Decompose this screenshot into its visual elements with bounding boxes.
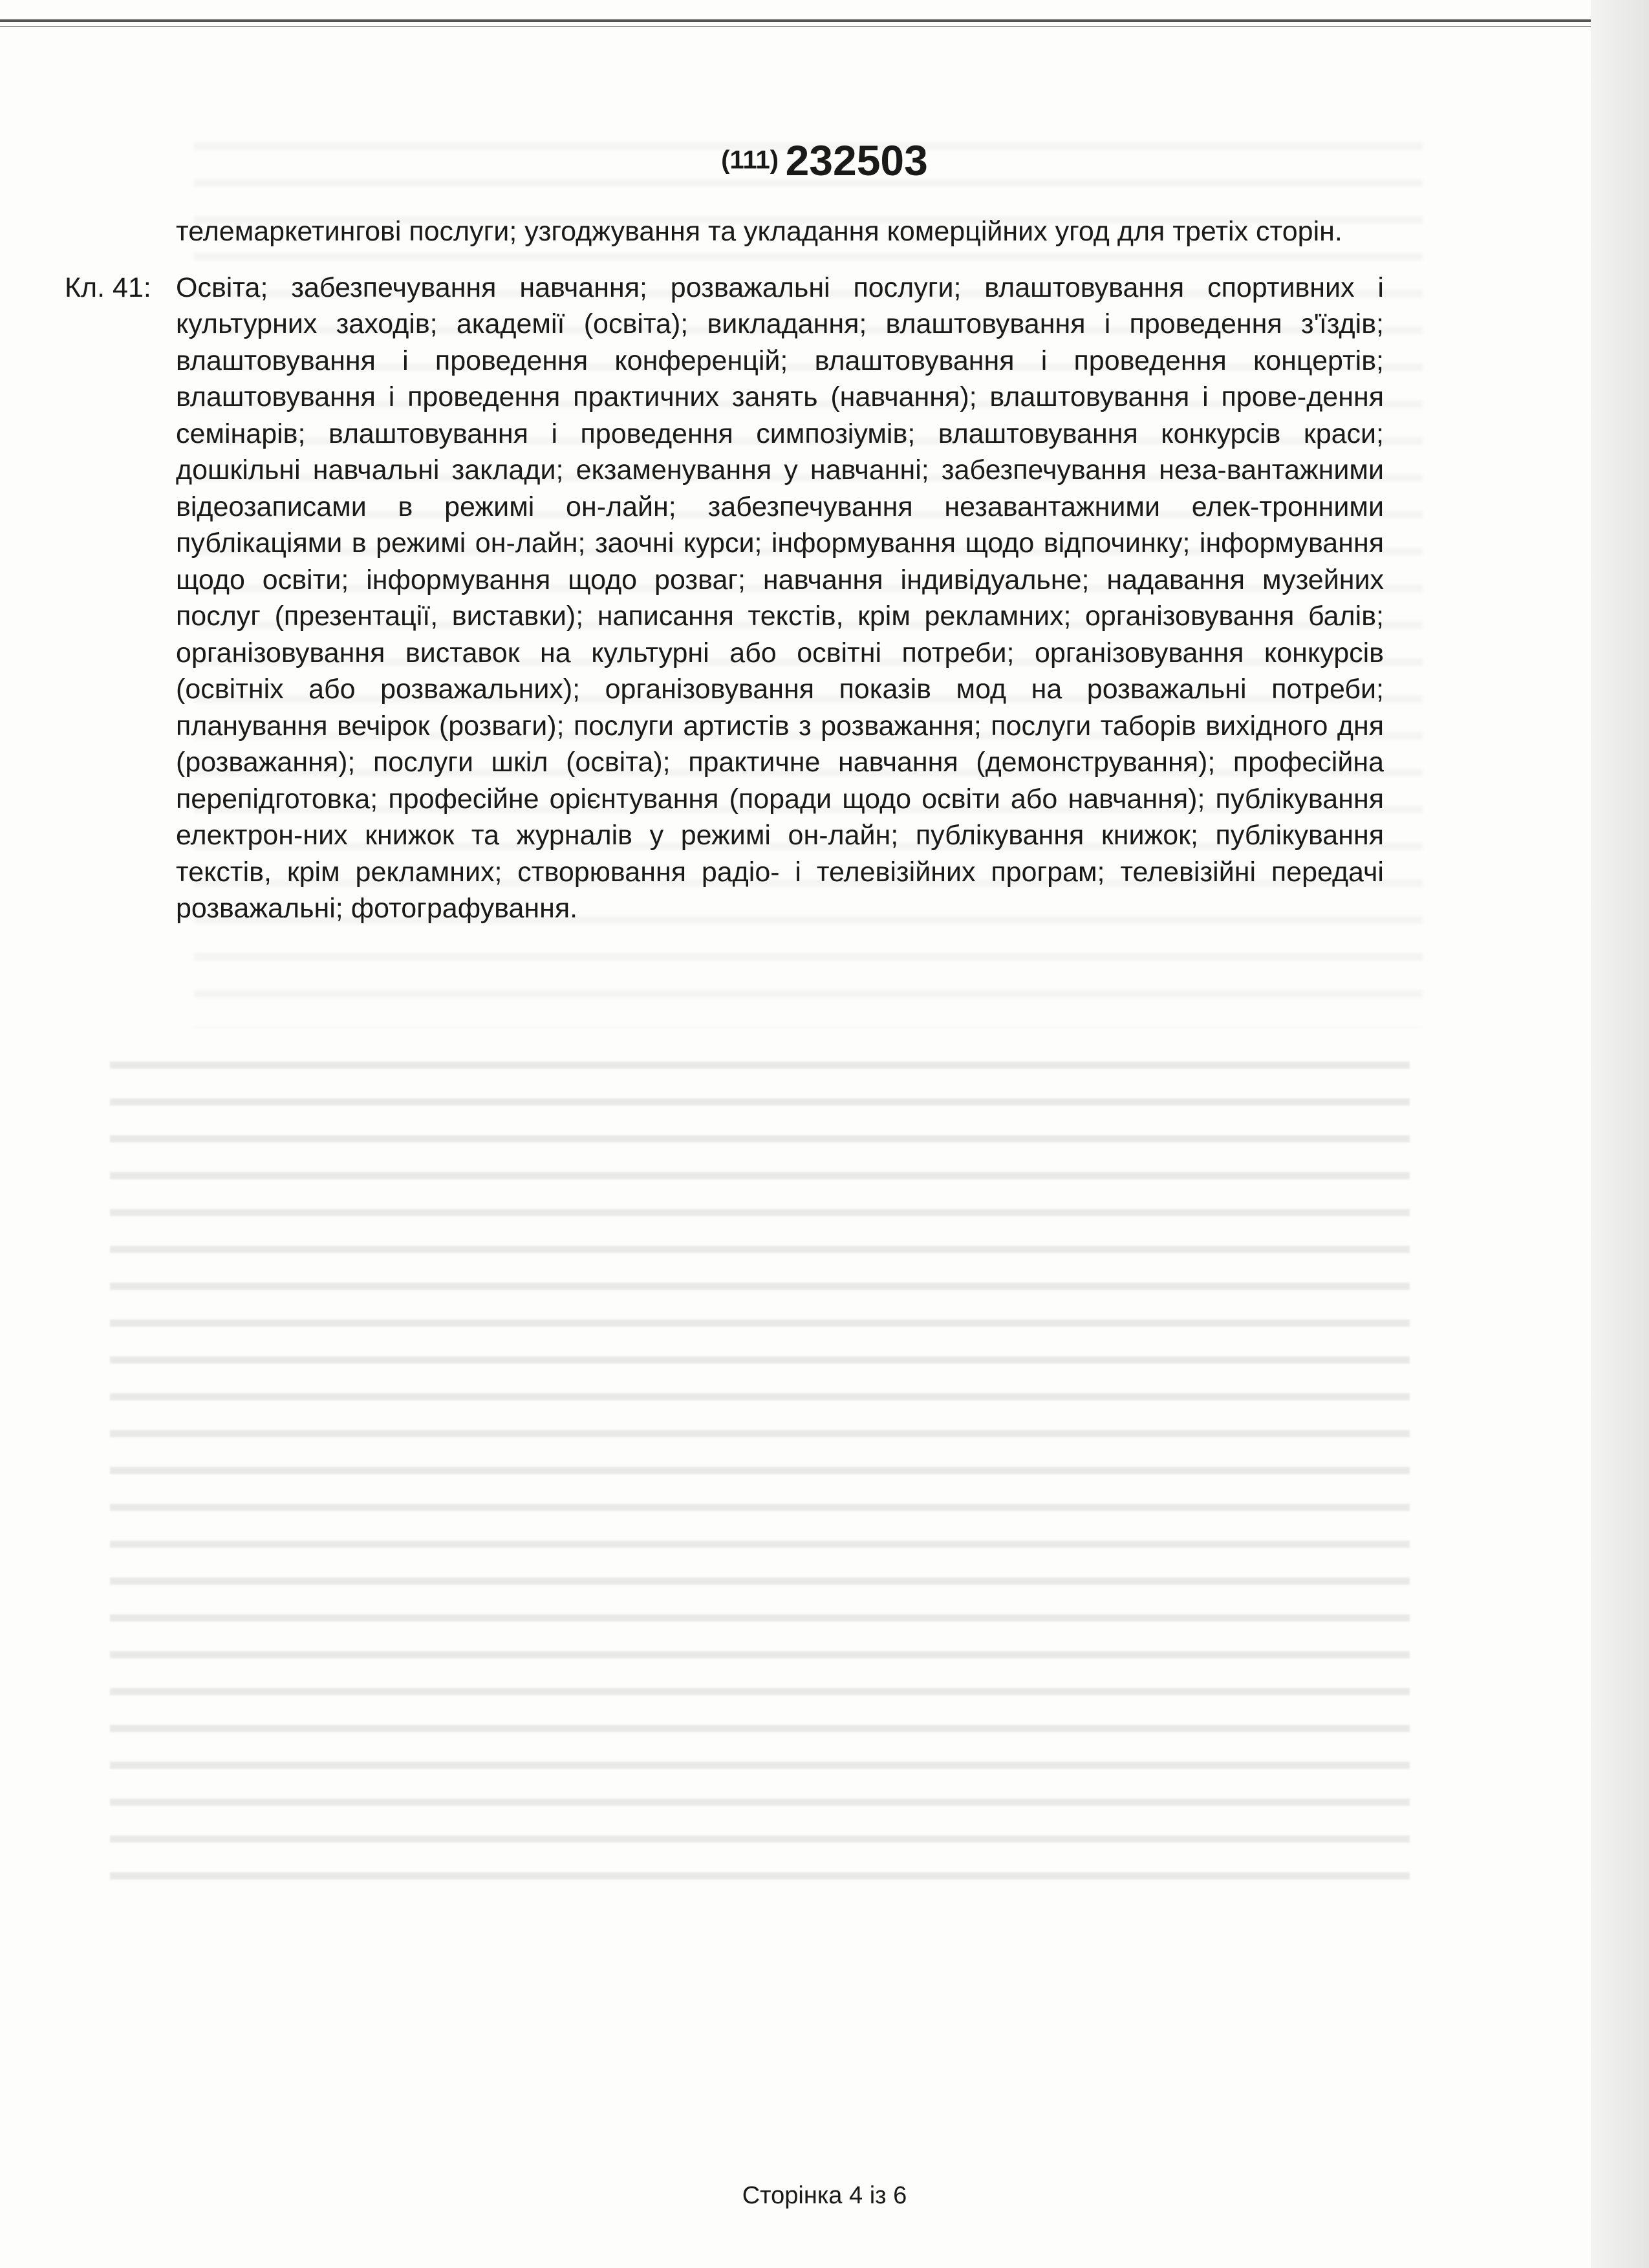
scan-edge-shadow [1591, 0, 1649, 2268]
inid-code: (111) [721, 145, 779, 175]
bleed-through-text [110, 1047, 1410, 1881]
class-description: Освіта; забезпечування навчання; розважальні послуги; влаштовування спортивних і культурних заходів; академії (освіта); викладання; влаштовування і проведення з'їздів; влаштовування і проведення конференцій; влаштовування і проведення концертів; влаштовування і проведення практичних занять (навчання); влаштовування і прове-дення семінарів; влаштовування і проведення симпозіумів; влаштовування конкурсів краси; дошкільні навчальні заклади; екзаменування у навчанні; забезпечування неза-вантажними відеозаписами в режимі он-лайн; забезпечування незавантажними елек-тронними публікаціями в режимі он-лайн; заочні курси; інформування щодо відпочинку; інформування щодо освіти; інформування щодо розваг; навчання індивідуальне; надавання музейних послуг (презентації, виставки); написання текстів, крім рекламних; організовування балів; організовування виставок на культурні або освітні потреби; організовування конкурсів (освітніх або розважальних); організовування показів мод на розважальні потреби; планування вечірок (розваги); послуги артистів з розважання; послуги таборів вихідного дня (розважання); послуги шкіл (освіта); практичне навчання (демонстрування); професійна перепідготовка; професійне орієнтування (поради щодо освіти або навчання); публікування електрон-них книжок та журналів у режимі он-лайн; публікування книжок; публікування текстів, крім рекламних; створювання радіо- і телевізійних програм; телевізійні передачі розважальні; фотографування. [176, 272, 1384, 924]
top-border-line-secondary [0, 26, 1649, 27]
goods-services-list [65, 213, 1384, 927]
registration-number-header [0, 136, 1649, 185]
class-description: телемаркетингові послуги; узгоджування та укладання комерційних угод для третіх сторін. [176, 216, 1342, 247]
class-entry-continued [65, 213, 1384, 250]
registration-number: 232503 [785, 136, 928, 184]
class-label: Кл. 41: [65, 272, 151, 303]
top-border-line [0, 19, 1649, 22]
class-entry-41 [65, 270, 1384, 927]
page-number: Сторінка 4 із 6 [742, 2182, 907, 2209]
